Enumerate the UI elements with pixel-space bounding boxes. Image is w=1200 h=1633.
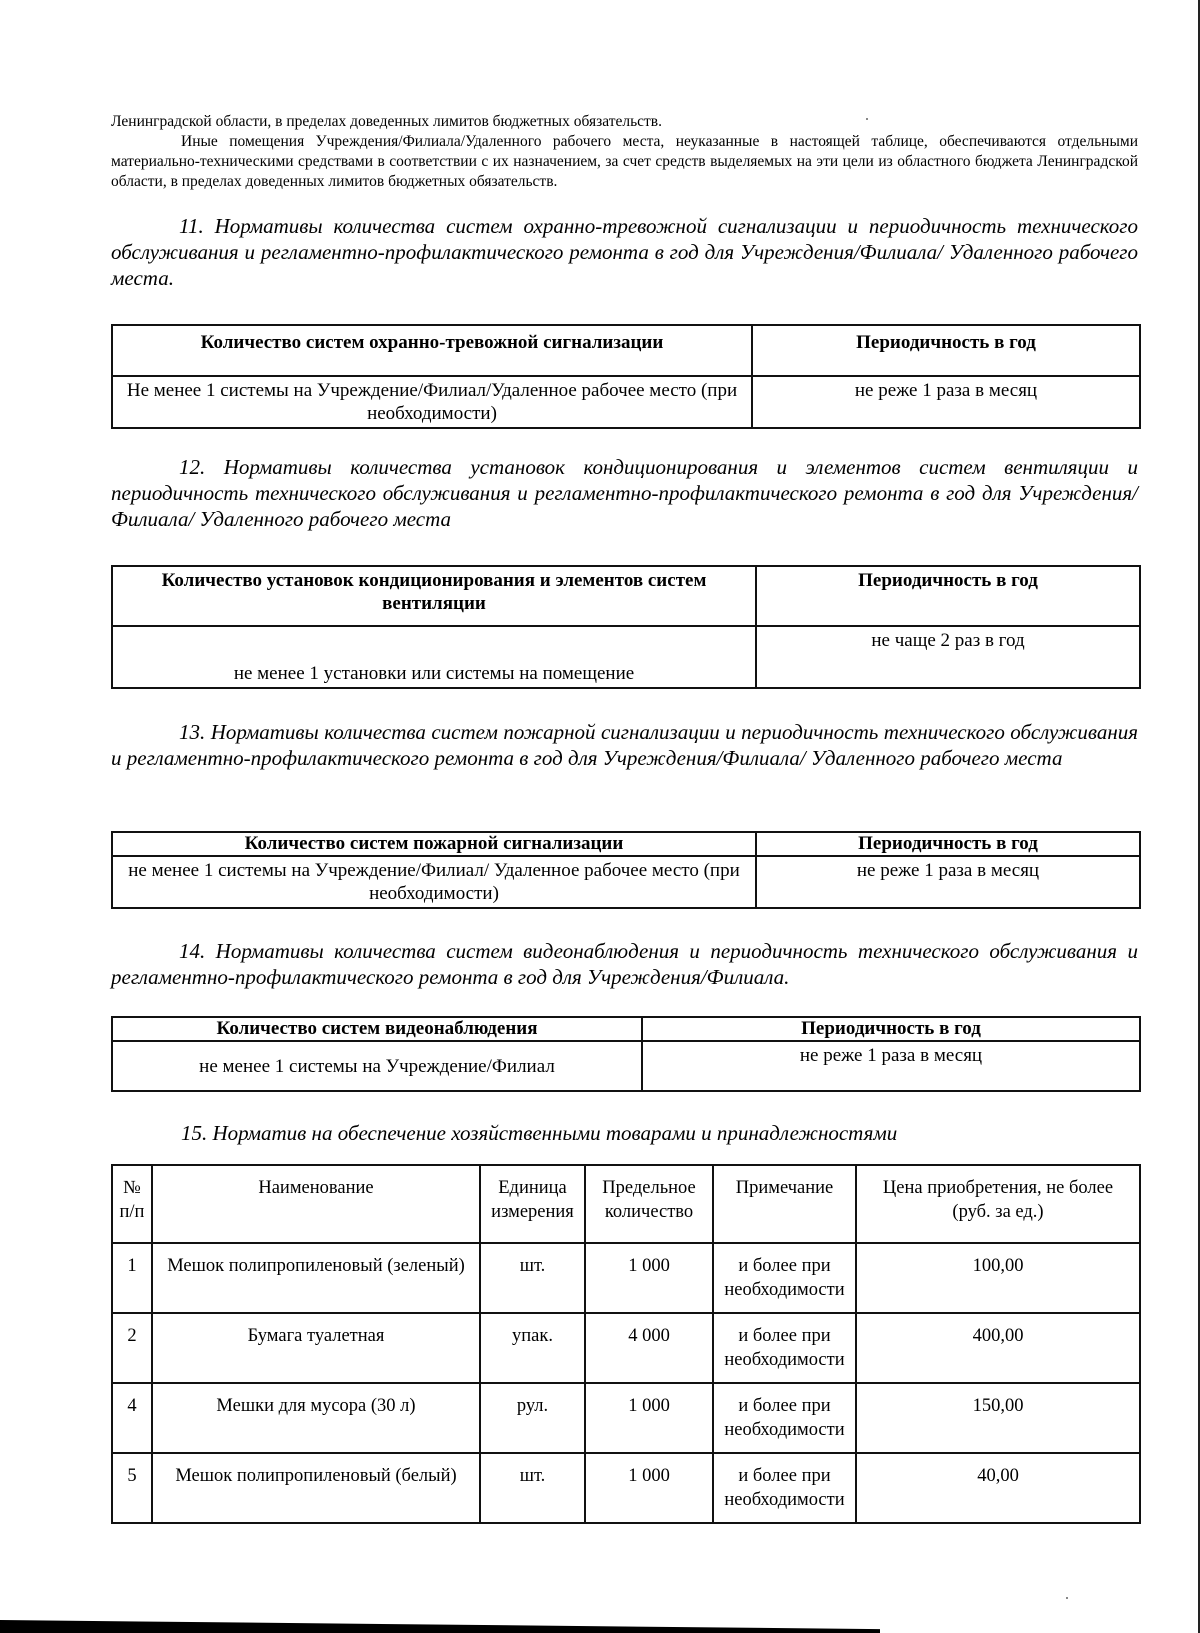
table-cell: и более при необходимости bbox=[713, 1453, 856, 1523]
intro-paragraph-text: Иные помещения Учреждения/Филиала/Удаленного рабочего места, неуказанные в настоящей таблице, обеспечиваются отдельными материально-техническими средствами в соответствии с их назначением, за счет средств выделяемых на эти цели из областного бюджета Ленинградской области, в пределах доведенных лимитов бюджетных обязательств. bbox=[111, 133, 1138, 190]
table-cell: 1 000 bbox=[585, 1453, 713, 1523]
table-cell: шт. bbox=[480, 1453, 585, 1523]
column-header: Периодичность в год bbox=[752, 325, 1140, 376]
table-header-row bbox=[112, 566, 1140, 626]
table-cell: Мешок полипропиленовый (зеленый) bbox=[152, 1243, 480, 1313]
table-cell: упак. bbox=[480, 1313, 585, 1383]
column-header: № п/п bbox=[112, 1165, 152, 1243]
table-cell: рул. bbox=[480, 1383, 585, 1453]
table-cell: 4 bbox=[112, 1383, 152, 1453]
table-cell: 4 000 bbox=[585, 1313, 713, 1383]
section-15-table bbox=[111, 1164, 1141, 1524]
table-row bbox=[112, 856, 1140, 908]
table-cell: и более при необходимости bbox=[713, 1383, 856, 1453]
table-cell: 40,00 bbox=[856, 1453, 1140, 1523]
section-11-heading-text: 11. Нормативы количества систем охранно-тревожной сигнализации и периодичность технического обслуживания и регламентно-профилактического ремонта в год для Учреждения/Филиала/ Удаленного рабочего места. bbox=[111, 214, 1138, 290]
section-14-table bbox=[111, 1016, 1141, 1092]
section-15-heading-text: 15. Норматив на обеспечение хозяйственными товарами и принадлежностями bbox=[181, 1121, 898, 1145]
section-15-heading bbox=[181, 1120, 1141, 1146]
table-cell: 150,00 bbox=[856, 1383, 1140, 1453]
column-header: Периодичность в год bbox=[642, 1017, 1140, 1041]
table-row bbox=[112, 376, 1140, 428]
section-13-heading-text: 13. Нормативы количества систем пожарной сигнализации и периодичность технического обслуживания и регламентно-профилактического ремонта в год для Учреждения/Филиала/ Удаленного рабочего места bbox=[111, 720, 1138, 770]
table-row bbox=[112, 626, 1140, 688]
table-cell: 5 bbox=[112, 1453, 152, 1523]
column-header: Цена приобретения, не более (руб. за ед.) bbox=[856, 1165, 1140, 1243]
column-header: Периодичность в год bbox=[756, 566, 1140, 626]
column-header: Периодичность в год bbox=[756, 832, 1140, 856]
table-cell: 2 bbox=[112, 1313, 152, 1383]
table-cell: шт. bbox=[480, 1243, 585, 1313]
section-14-heading bbox=[111, 938, 1138, 990]
table-cell: 1 000 bbox=[585, 1383, 713, 1453]
intro-text bbox=[111, 112, 1138, 192]
section-13-heading bbox=[111, 719, 1138, 771]
table-cell: 100,00 bbox=[856, 1243, 1140, 1313]
table-cell: и более при необходимости bbox=[713, 1243, 856, 1313]
scan-artifact-bottom-edge bbox=[0, 1620, 880, 1633]
column-header: Количество систем видеонаблюдения bbox=[112, 1017, 642, 1041]
table-cell: не менее 1 системы на Учреждение/Филиал/ Удаленное рабочее место (при необходимости) bbox=[112, 856, 756, 908]
section-11-heading bbox=[111, 213, 1138, 291]
table-cell: не реже 1 раза в месяц bbox=[756, 856, 1140, 908]
section-11-table bbox=[111, 324, 1141, 429]
table-cell: 1 000 bbox=[585, 1243, 713, 1313]
column-header: Единица измерения bbox=[480, 1165, 585, 1243]
column-header: Примечание bbox=[713, 1165, 856, 1243]
intro-paragraph bbox=[111, 132, 1138, 192]
scan-speck bbox=[1066, 1597, 1068, 1599]
table-header-row bbox=[112, 1017, 1140, 1041]
column-header: Количество систем пожарной сигнализации bbox=[112, 832, 756, 856]
column-header: Количество установок кондиционирования и элементов систем вентиляции bbox=[112, 566, 756, 626]
column-header: Количество систем охранно-тревожной сигнализации bbox=[112, 325, 752, 376]
column-header: Предельное количество bbox=[585, 1165, 713, 1243]
column-header: Наименование bbox=[152, 1165, 480, 1243]
table-cell: не менее 1 установки или системы на помещение bbox=[112, 626, 756, 688]
table-cell: Бумага туалетная bbox=[152, 1313, 480, 1383]
scan-speck bbox=[866, 118, 868, 120]
table-cell: не менее 1 системы на Учреждение/Филиал bbox=[112, 1041, 642, 1091]
section-12-table bbox=[111, 565, 1141, 689]
table-cell: не реже 1 раза в месяц bbox=[752, 376, 1140, 428]
table-row bbox=[112, 1383, 1140, 1453]
section-13-table bbox=[111, 831, 1141, 909]
table-row bbox=[112, 1453, 1140, 1523]
table-header-row bbox=[112, 1165, 1140, 1243]
intro-line: Ленинградской области, в пределах доведенных лимитов бюджетных обязательств. bbox=[111, 113, 662, 130]
table-row bbox=[112, 1243, 1140, 1313]
table-cell: 400,00 bbox=[856, 1313, 1140, 1383]
section-12-heading-text: 12. Нормативы количества установок кондиционирования и элементов систем вентиляции и периодичность технического обслуживания и регламентно-профилактического ремонта в год для Учреждения/Филиала/ Удаленного рабочего места bbox=[111, 455, 1138, 531]
table-row bbox=[112, 1313, 1140, 1383]
table-cell: Мешки для мусора (30 л) bbox=[152, 1383, 480, 1453]
table-cell: 1 bbox=[112, 1243, 152, 1313]
table-cell: Не менее 1 системы на Учреждение/Филиал/Удаленное рабочее место (при необходимости) bbox=[112, 376, 752, 428]
table-header-row bbox=[112, 325, 1140, 376]
table-cell: и более при необходимости bbox=[713, 1313, 856, 1383]
section-14-heading-text: 14. Нормативы количества систем видеонаблюдения и периодичность технического обслуживания и регламентно-профилактического ремонта в год для Учреждения/Филиала. bbox=[111, 939, 1138, 989]
table-cell: Мешок полипропиленовый (белый) bbox=[152, 1453, 480, 1523]
table-cell: не реже 1 раза в месяц bbox=[642, 1041, 1140, 1091]
table-row bbox=[112, 1041, 1140, 1091]
table-header-row bbox=[112, 832, 1140, 856]
table-cell: не чаще 2 раз в год bbox=[756, 626, 1140, 688]
section-12-heading bbox=[111, 454, 1138, 532]
